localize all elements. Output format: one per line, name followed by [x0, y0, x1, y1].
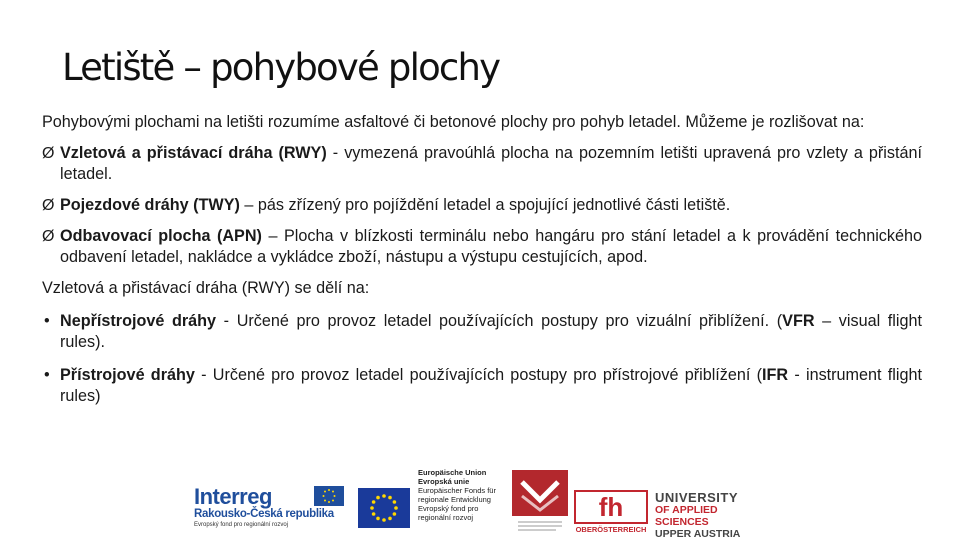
interreg-logo	[192, 484, 352, 530]
definition: - Určené pro provoz letadel používajících postupy pro přístrojové přiblížení (	[194, 366, 763, 384]
svg-text:OBERÖSTERREICH: OBERÖSTERREICH	[575, 525, 647, 534]
interreg-fund-text: Evropský fond pro regionální rozvoj	[194, 522, 289, 528]
eu-flag-small-icon	[314, 486, 344, 506]
arrow-bullet-icon: Ø	[42, 197, 55, 214]
abbreviation: VFR	[782, 312, 815, 330]
eu-line-2: Evropská unie	[418, 477, 470, 486]
uni-line-3: UPPER AUSTRIA	[655, 528, 741, 540]
definition: – pás zřízený pro pojíždění letadel a spojující jednotlivé části letiště.	[239, 196, 731, 214]
abbreviation: IFR	[762, 366, 789, 384]
content	[42, 112, 922, 419]
bullet-icon: •	[44, 366, 50, 384]
term: Pojezdové dráhy (TWY)	[60, 196, 240, 214]
uni-line-2: OF APPLIED SCIENCES	[655, 504, 718, 528]
svg-text:fh: fh	[598, 492, 624, 522]
list-item-vfr	[42, 311, 922, 353]
fh-emblem-icon	[574, 490, 648, 534]
term: Odbavovací plocha (APN)	[60, 227, 262, 245]
term: Přístrojové dráhy	[60, 366, 195, 384]
fh-logo	[574, 490, 648, 534]
bullet-icon: •	[44, 312, 50, 330]
eu-line-3: Europäischer Fonds für regionale Entwicklung	[418, 486, 496, 504]
list-item-rwy	[42, 143, 922, 185]
term: Nepřístrojové dráhy	[60, 312, 217, 330]
definition-end: – visual flight rules).	[60, 312, 922, 351]
eu-fund-text	[418, 468, 508, 522]
arrow-bullet-icon: Ø	[42, 228, 55, 245]
vste-logo	[512, 470, 568, 534]
list-item-ifr	[42, 365, 922, 407]
page-title: Letiště – pohybové plochy	[62, 46, 500, 89]
intro-paragraph: Pohybovými plochami na letišti rozumíme asfaltové či betonové plochy pro pohyb letadel. Můžeme je rozlišovat na:	[42, 113, 865, 131]
eu-line-1: Europäische Union	[418, 468, 487, 477]
university-text-logo	[655, 490, 750, 540]
vste-emblem-icon	[512, 470, 568, 534]
term: Vzletová a přistávací dráha (RWY)	[60, 144, 327, 162]
uni-line-1: UNIVERSITY	[655, 490, 739, 505]
definition: - Určené pro provoz letadel používajících postupy pro vizuální přiblížení. (	[216, 312, 783, 330]
eu-line-4: Evropský fond pro regionální rozvoj	[418, 504, 479, 522]
interreg-wordmark: Interreg	[194, 484, 272, 509]
eu-flag-icon	[358, 488, 410, 528]
definition-end: - instrument flight rules)	[60, 366, 922, 405]
definition: – Plocha v blízkosti terminálu nebo hangáru pro stání letadel a k provádění technického odbavení letadel, nakládce a vykládce zboží, nástupu a výstupu cestujících, apod.	[60, 227, 922, 266]
list-item-apn	[42, 226, 922, 268]
interreg-subtitle: Rakousko-Česká republika	[194, 508, 334, 520]
rwy-division-text: Vzletová a přistávací dráha (RWY) se dělí na:	[42, 279, 370, 297]
arrow-bullet-icon: Ø	[42, 145, 55, 162]
definition: - vymezená pravoúhlá plocha na pozemním letišti upravená pro vzlety a přistání letadel.	[60, 144, 922, 183]
list-item-twy	[42, 195, 922, 216]
